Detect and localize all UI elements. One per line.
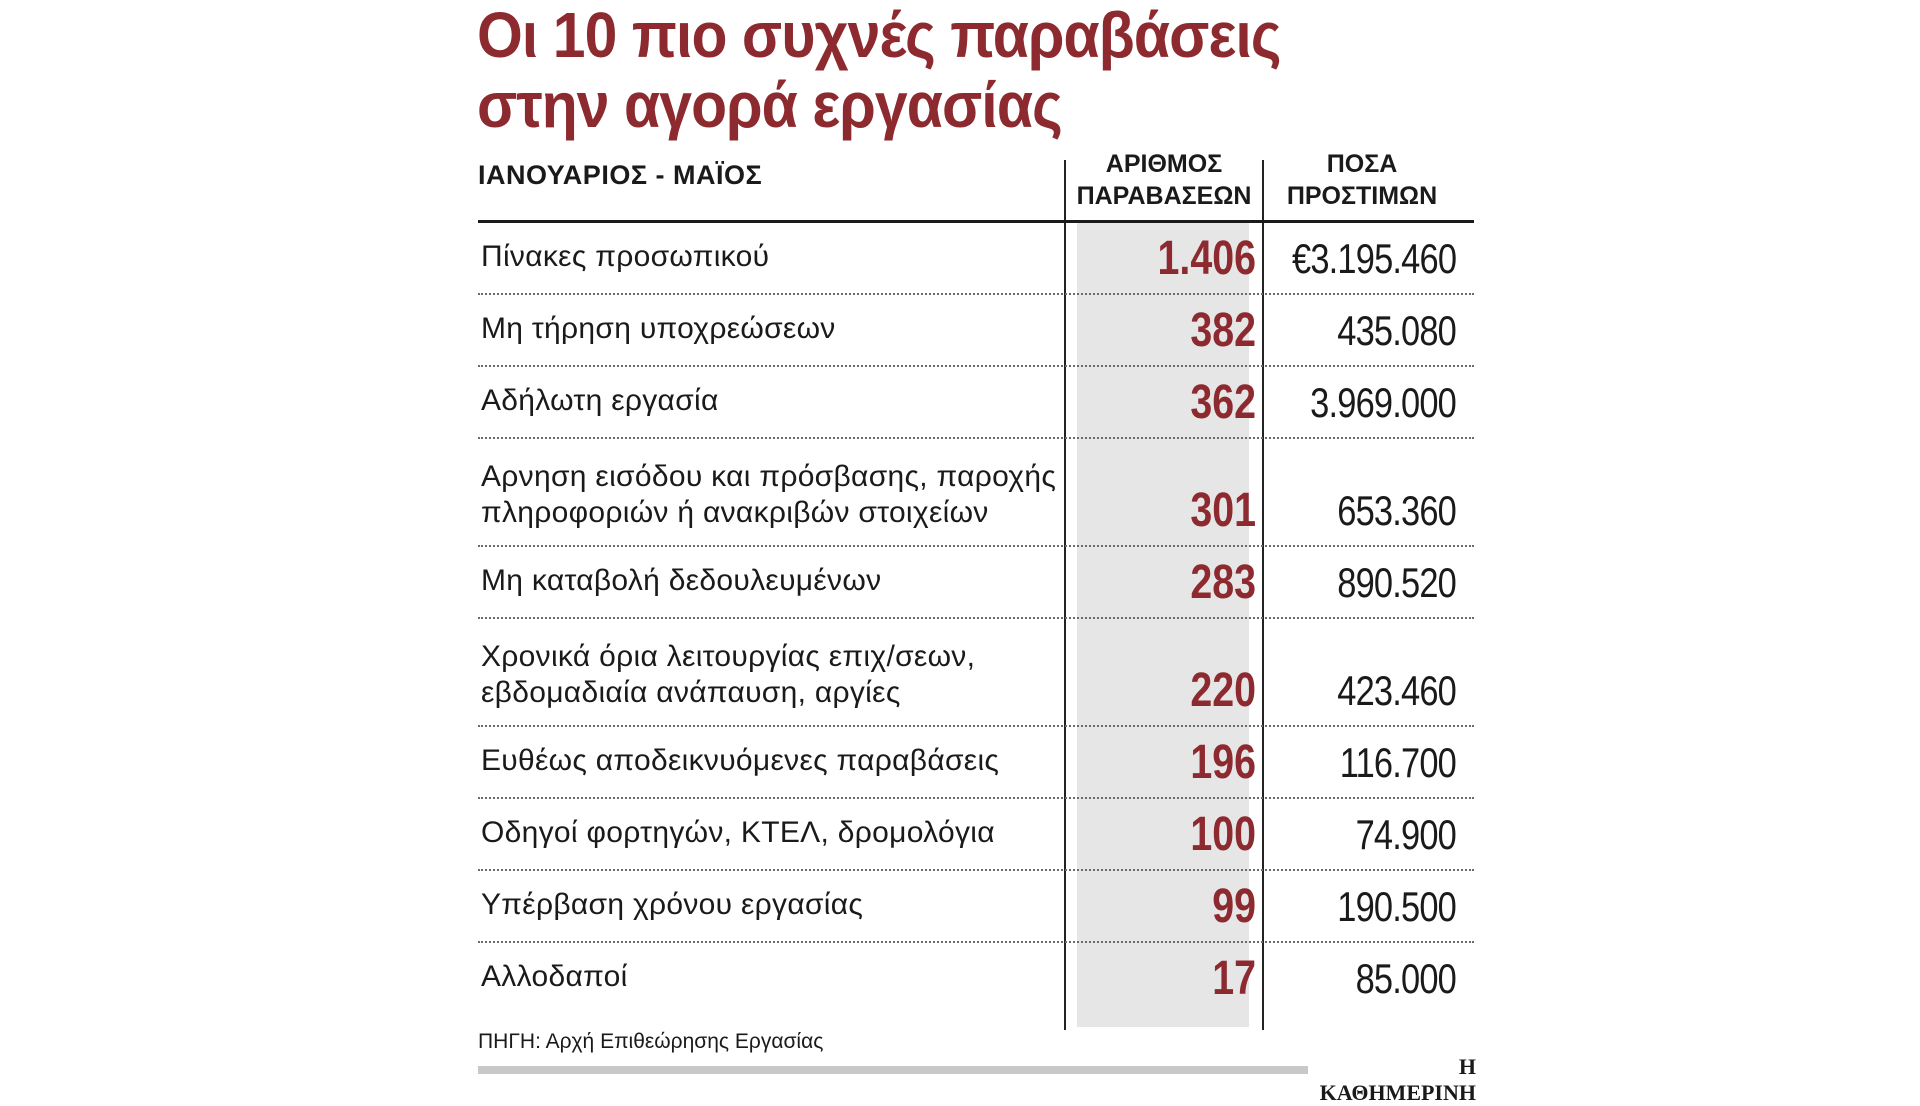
- chart-title-line-1: Οι 10 πιο συχνές παραβάσεις: [477, 0, 1281, 71]
- violation-count: 362: [1190, 376, 1256, 429]
- row-label: [481, 959, 628, 995]
- row-label-line: Οδηγοί φορτηγών, ΚΤΕΛ, δρομολόγια: [481, 816, 995, 849]
- table-row: [478, 439, 1474, 547]
- row-label-line: Πίνακες προσωπικού: [481, 240, 770, 273]
- row-label-line: Ευθέως αποδεικνυόμενες παραβάσεις: [481, 744, 1000, 777]
- violation-count: 196: [1190, 736, 1256, 789]
- row-label: [481, 743, 999, 779]
- row-label: [481, 887, 863, 923]
- table-row: [478, 799, 1474, 871]
- table-row: [478, 367, 1474, 439]
- violation-count: 283: [1190, 556, 1256, 609]
- row-label-line: Αλλοδαποί: [481, 960, 628, 993]
- row-label-line: Υπέρβαση χρόνου εργασίας: [481, 888, 864, 921]
- violation-count: 1.406: [1157, 232, 1256, 285]
- source-note: ΠΗΓΗ: Αρχή Επιθεώρησης Εργασίας: [478, 1030, 824, 1053]
- violation-count: 382: [1190, 304, 1256, 357]
- fine-amount: €3.195.460: [1292, 235, 1457, 282]
- row-label-line: Αδήλωτη εργασία: [481, 384, 719, 417]
- chart-title: [477, 0, 1397, 140]
- period-label: ΙΑΝΟΥΑΡΙΟΣ - ΜΑΪΟΣ: [478, 160, 763, 190]
- row-label: [481, 639, 975, 711]
- table-row: [478, 619, 1474, 727]
- table-row: [478, 547, 1474, 619]
- row-label: [481, 459, 1056, 531]
- column-header-count: [1064, 148, 1264, 212]
- row-label: [481, 383, 719, 419]
- row-label-line: Μη τήρηση υποχρεώσεων: [481, 312, 836, 345]
- row-label-line: Μη καταβολή δεδουλευμένων: [481, 564, 882, 597]
- fine-amount: 190.500: [1337, 883, 1456, 930]
- fine-amount: 3.969.000: [1310, 379, 1456, 426]
- fine-amount: 890.520: [1337, 559, 1456, 606]
- violation-count: 99: [1212, 880, 1256, 933]
- column-header-count-line-1: ΑΡΙΘΜΟΣ: [1105, 150, 1223, 178]
- table-row: [478, 727, 1474, 799]
- table-row: [478, 871, 1474, 943]
- publisher-logo: Η ΚΑΘΗΜΕΡΙΝΗ: [1319, 1054, 1476, 1105]
- column-header-fines: [1262, 148, 1462, 212]
- violation-count: 301: [1190, 484, 1256, 537]
- column-header-count-line-2: ΠΑΡΑΒΑΣΕΩΝ: [1076, 182, 1252, 210]
- column-header-fines-line-2: ΠΡΟΣΤΙΜΩΝ: [1286, 182, 1438, 210]
- row-label: [481, 563, 881, 599]
- violation-count: 17: [1212, 952, 1256, 1005]
- chart-title-line-2: στην αγορά εργασίας: [477, 69, 1062, 141]
- fine-amount: 435.080: [1337, 307, 1456, 354]
- table-row: [478, 295, 1474, 367]
- fine-amount: 74.900: [1355, 811, 1456, 858]
- row-label: [481, 815, 995, 851]
- table-row: [478, 223, 1474, 295]
- row-label: [481, 239, 769, 275]
- fine-amount: 423.460: [1337, 667, 1456, 714]
- violation-count: 100: [1190, 808, 1256, 861]
- row-label: [481, 311, 836, 347]
- footer-bar: [478, 1066, 1308, 1074]
- violation-count: 220: [1190, 664, 1256, 717]
- row-label-line: Χρονικά όρια λειτουργίας επιχ/σεων,: [481, 640, 976, 673]
- row-label-line: Αρνηση εισόδου και πρόσβασης, παροχής: [481, 460, 1057, 493]
- fine-amount: 653.360: [1337, 487, 1456, 534]
- table-row: [478, 943, 1474, 1015]
- column-header-fines-line-1: ΠΟΣΑ: [1326, 150, 1398, 178]
- fine-amount: 116.700: [1339, 739, 1456, 786]
- fine-amount: 85.000: [1355, 955, 1456, 1002]
- row-label-line: πληροφοριών ή ανακριβών στοιχείων: [481, 496, 989, 529]
- row-label-line: εβδομαδιαία ανάπαυση, αργίες: [481, 676, 901, 709]
